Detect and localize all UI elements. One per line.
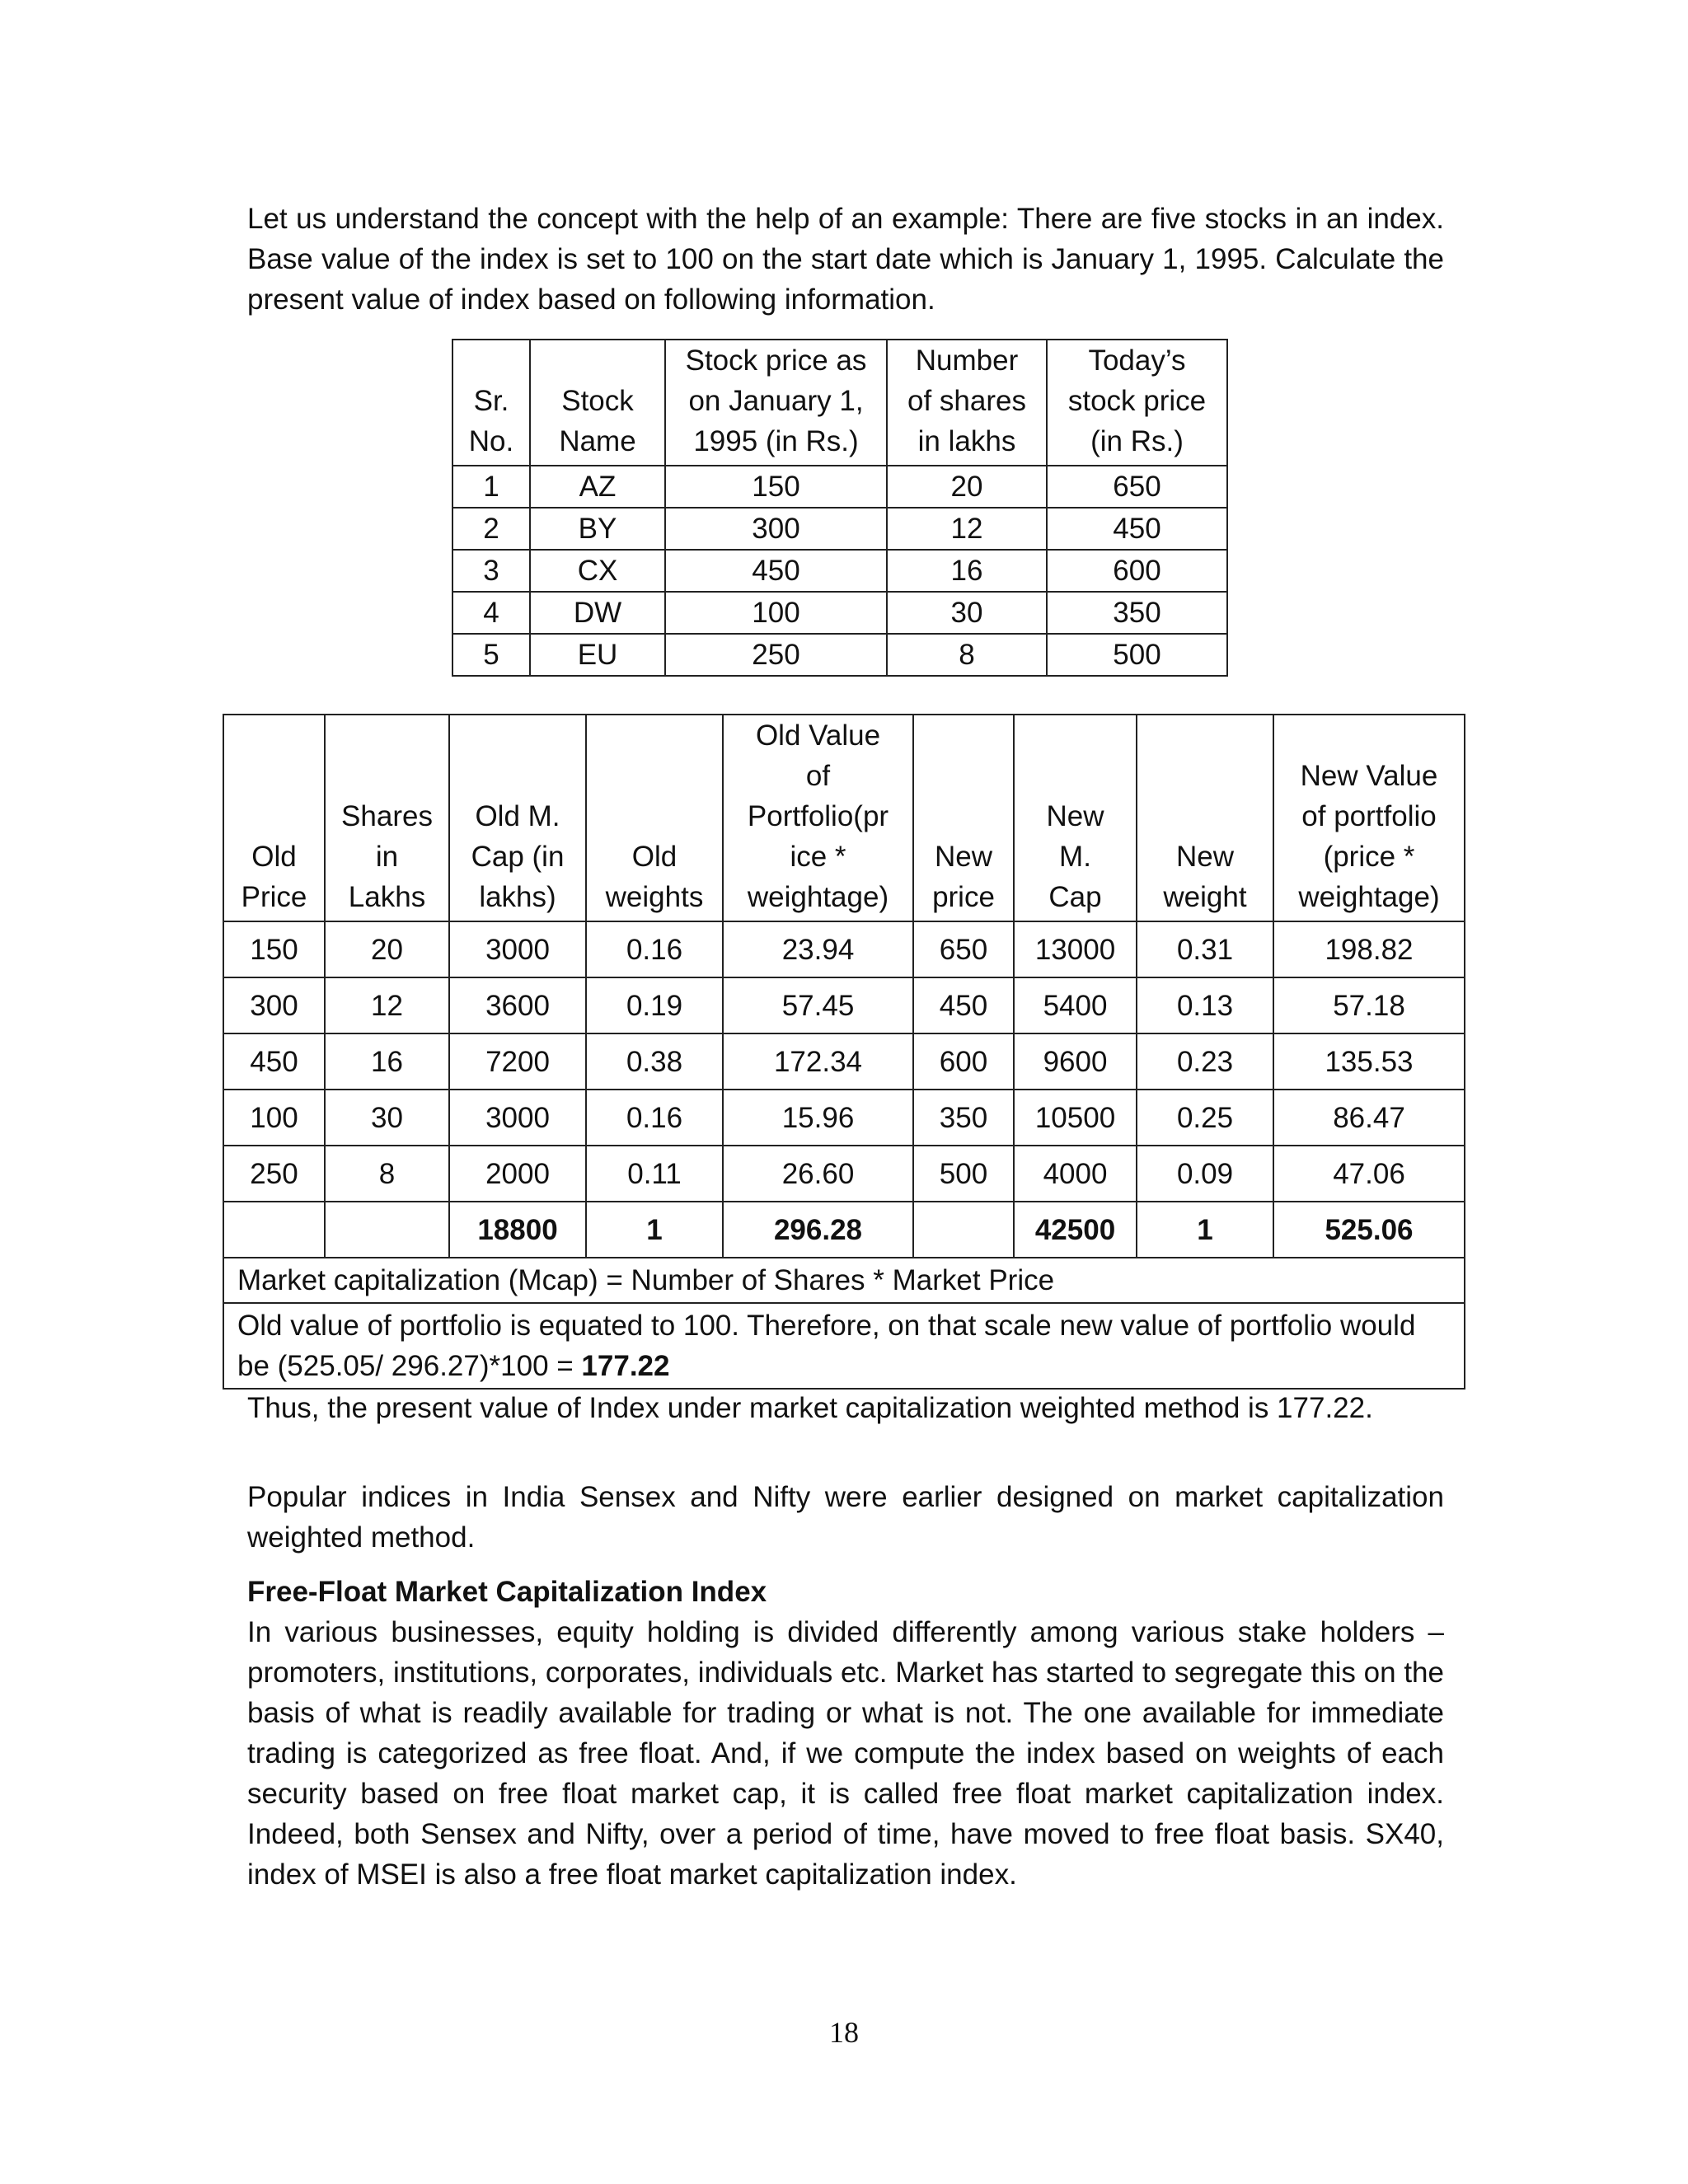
cell: 450 — [665, 550, 887, 592]
cell: 600 — [913, 1033, 1014, 1090]
cell: 8 — [325, 1146, 449, 1202]
cell: 0.13 — [1137, 977, 1273, 1033]
intro-paragraph: Let us understand the concept with the help of an example: There are five stocks in an index. Base value of the index is set to 100 on the start date which is January 1, 1995. Calculate the present value of index based on following information. — [247, 203, 1444, 316]
cell: 172.34 — [723, 1033, 913, 1090]
header-old-price: Old Price — [223, 715, 325, 921]
cell: 10500 — [1014, 1090, 1137, 1146]
cell: 150 — [223, 921, 325, 977]
cell: 650 — [913, 921, 1014, 977]
cell: 12 — [887, 508, 1047, 550]
cell: 198.82 — [1273, 921, 1465, 977]
page-number: 18 — [829, 2016, 859, 2049]
cell: 300 — [223, 977, 325, 1033]
cell: 26.60 — [723, 1146, 913, 1202]
header-old-weights: Old weights — [586, 715, 723, 921]
cell: 250 — [665, 634, 887, 676]
header-new-price: New price — [913, 715, 1014, 921]
cell: 300 — [665, 508, 887, 550]
total-cell: 296.28 — [723, 1202, 913, 1258]
cell: 86.47 — [1273, 1090, 1465, 1146]
cell: 0.19 — [586, 977, 723, 1033]
cell: 450 — [913, 977, 1014, 1033]
cell: 500 — [1047, 634, 1227, 676]
cell: 30 — [887, 592, 1047, 634]
cell: 2 — [452, 508, 530, 550]
table-row — [223, 921, 1465, 977]
cell: 47.06 — [1273, 1146, 1465, 1202]
cell: 1 — [452, 466, 530, 508]
cell: 57.45 — [723, 977, 913, 1033]
table-row — [452, 508, 1227, 550]
cell: 0.31 — [1137, 921, 1273, 977]
cell: 3000 — [449, 921, 586, 977]
cell: DW — [530, 592, 665, 634]
cell: 0.25 — [1137, 1090, 1273, 1146]
cell: 450 — [1047, 508, 1227, 550]
cell: 16 — [887, 550, 1047, 592]
cell: 250 — [223, 1146, 325, 1202]
cell: CX — [530, 550, 665, 592]
section-body: In various businesses, equity holding is divided differently among various stake holders – promoters, institutions, corporates, individuals etc. Market has started to segregate this on the basis of what is readily available for trading or what is not. The one available for immediate trading is categorized as free float. And, if we compute the index based on weights of each security based on free float market cap, it is called free float market capitalization index. Indeed, both Sensex and Nifty, over a period of time, have moved to free float basis. SX40, index of MSEI is also a free float market capitalization index. — [247, 1616, 1444, 1891]
total-cell: 1 — [1137, 1202, 1273, 1258]
header-stock-name: Stock Name — [530, 340, 665, 466]
cell: 3600 — [449, 977, 586, 1033]
stock-info-table — [452, 339, 1228, 677]
cell: 0.38 — [586, 1033, 723, 1090]
cell: 5 — [452, 634, 530, 676]
cell: 20 — [325, 921, 449, 977]
table-row — [452, 550, 1227, 592]
cell: 600 — [1047, 550, 1227, 592]
cell: 9600 — [1014, 1033, 1137, 1090]
cell: 3000 — [449, 1090, 586, 1146]
index-calculation-table — [223, 714, 1465, 1390]
popular-indices-paragraph: Popular indices in India Sensex and Nifty were earlier designed on market capitalization weighted method. — [247, 1481, 1444, 1554]
note-row — [223, 1258, 1465, 1303]
cell: 0.16 — [586, 921, 723, 977]
cell: 57.18 — [1273, 977, 1465, 1033]
portfolio-scale-note: Old value of portfolio is equated to 100. Therefore, on that scale new value of portfolio would be (525.05/ 296.27)*100 = 177.22 — [223, 1303, 1465, 1389]
cell: 0.11 — [586, 1146, 723, 1202]
total-cell: 1 — [586, 1202, 723, 1258]
cell: 7200 — [449, 1033, 586, 1090]
header-todays-price: Today’s stock price (in Rs.) — [1047, 340, 1227, 466]
cell: 20 — [887, 466, 1047, 508]
header-sr-no: Sr. No. — [452, 340, 530, 466]
cell: 650 — [1047, 466, 1227, 508]
table-row — [452, 466, 1227, 508]
total-cell: 42500 — [1014, 1202, 1137, 1258]
cell: 30 — [325, 1090, 449, 1146]
table-row — [223, 977, 1465, 1033]
cell: 4 — [452, 592, 530, 634]
table-row — [223, 1146, 1465, 1202]
cell: 450 — [223, 1033, 325, 1090]
header-new-mcap: New M. Cap — [1014, 715, 1137, 921]
cell: 23.94 — [723, 921, 913, 977]
cell: 15.96 — [723, 1090, 913, 1146]
header-old-value: Old Value of Portfolio(pr ice * weightage) — [723, 715, 913, 921]
mcap-definition-note: Market capitalization (Mcap) = Number of Shares * Market Price — [223, 1258, 1465, 1303]
cell: 3 — [452, 550, 530, 592]
total-cell — [913, 1202, 1014, 1258]
total-cell — [223, 1202, 325, 1258]
cell: AZ — [530, 466, 665, 508]
section-heading: Free-Float Market Capitalization Index — [247, 1576, 767, 1608]
cell: 5400 — [1014, 977, 1137, 1033]
table-row — [223, 1033, 1465, 1090]
cell: 16 — [325, 1033, 449, 1090]
header-number-of-shares: Number of shares in lakhs — [887, 340, 1047, 466]
cell: EU — [530, 634, 665, 676]
cell: 100 — [665, 592, 887, 634]
cell: 0.23 — [1137, 1033, 1273, 1090]
header-price-1995: Stock price as on January 1, 1995 (in Rs.) — [665, 340, 887, 466]
header-new-value: New Value of portfolio (price * weightage) — [1273, 715, 1465, 921]
table-header-row — [452, 340, 1227, 466]
table-row — [223, 1090, 1465, 1146]
cell: 100 — [223, 1090, 325, 1146]
free-float-section — [247, 1572, 1444, 1895]
cell: 4000 — [1014, 1146, 1137, 1202]
cell: 2000 — [449, 1146, 586, 1202]
cell: 8 — [887, 634, 1047, 676]
cell: 350 — [913, 1090, 1014, 1146]
note-row — [223, 1303, 1465, 1389]
table-row — [452, 634, 1227, 676]
total-cell: 18800 — [449, 1202, 586, 1258]
cell: 12 — [325, 977, 449, 1033]
cell: 500 — [913, 1146, 1014, 1202]
thus-paragraph: Thus, the present value of Index under market capitalization weighted method is 177.22. — [247, 1392, 1373, 1424]
cell: 150 — [665, 466, 887, 508]
totals-row — [223, 1202, 1465, 1258]
table-header-row — [223, 715, 1465, 921]
header-old-mcap: Old M. Cap (in lakhs) — [449, 715, 586, 921]
cell: BY — [530, 508, 665, 550]
total-cell — [325, 1202, 449, 1258]
cell: 0.09 — [1137, 1146, 1273, 1202]
header-new-weight: New weight — [1137, 715, 1273, 921]
cell: 0.16 — [586, 1090, 723, 1146]
table-row — [452, 592, 1227, 634]
header-shares-in-lakhs: Shares in Lakhs — [325, 715, 449, 921]
result-value: 177.22 — [581, 1350, 670, 1382]
cell: 135.53 — [1273, 1033, 1465, 1090]
cell: 13000 — [1014, 921, 1137, 977]
total-cell: 525.06 — [1273, 1202, 1465, 1258]
cell: 350 — [1047, 592, 1227, 634]
